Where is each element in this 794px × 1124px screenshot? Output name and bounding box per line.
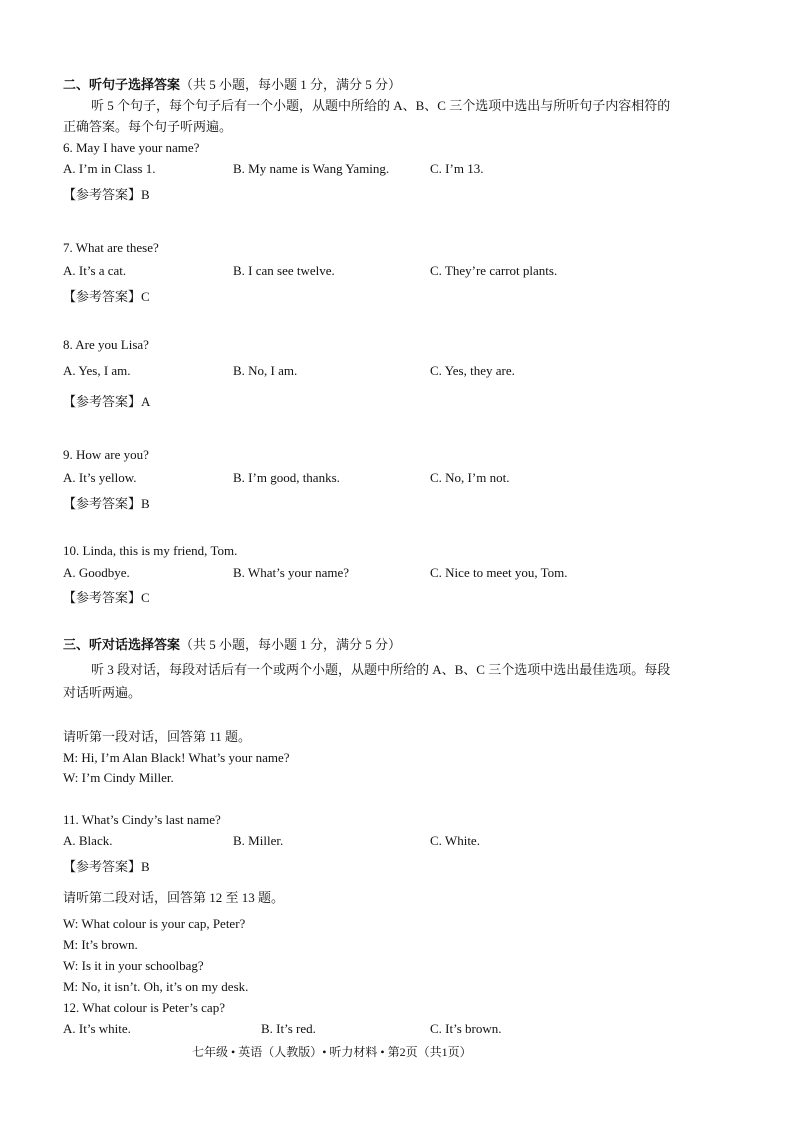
section2-heading-bold: 二、听句子选择答案	[63, 77, 181, 92]
q8-option-b: B. No, I am.	[233, 363, 298, 378]
section3-heading-rest: （共 5 小题，每小题 1 分，满分 5 分）	[180, 637, 402, 652]
q7-option-b: B. I can see twelve.	[233, 263, 335, 278]
q11-option-c: C. White.	[430, 833, 480, 848]
dialog1-line1: M: Hi, I’m Alan Black! What’s your name?	[63, 750, 290, 765]
q7-option-a: A. It’s a cat.	[63, 263, 127, 278]
dialog1-intro: 请听第一段对话，回答第 11 题。	[63, 729, 252, 744]
q8-stem: 8. Are you Lisa?	[63, 337, 149, 352]
q6-stem: 6. May I have your name?	[63, 140, 200, 155]
q10-option-c: C. Nice to meet you, Tom.	[430, 565, 568, 580]
q9-option-b: B. I’m good, thanks.	[233, 470, 340, 485]
q11-answer: 【参考答案】B	[63, 859, 150, 874]
dialog1-line2: W: I’m Cindy Miller.	[63, 770, 174, 785]
section3-heading-bold: 三、听对话选择答案	[63, 637, 181, 652]
dialog2-line3: W: Is it in your schoolbag?	[63, 958, 204, 973]
section2-instruction-line1: 听 5 个句子，每个句子后有一个小题，从题中所给的 A、B、C 三个选项中选出与所听句子内容相符的	[91, 98, 671, 113]
q11-stem: 11. What’s Cindy’s last name?	[63, 812, 221, 827]
q6-answer: 【参考答案】B	[63, 187, 150, 202]
q10-option-a: A. Goodbye.	[63, 565, 130, 580]
q6-option-b: B. My name is Wang Yaming.	[233, 161, 390, 176]
q10-option-b: B. What’s your name?	[233, 565, 350, 580]
q11-option-b: B. Miller.	[233, 833, 284, 848]
q11-option-a: A. Black.	[63, 833, 113, 848]
q8-option-c: C. Yes, they are.	[430, 363, 515, 378]
q10-answer: 【参考答案】C	[63, 590, 150, 605]
q7-option-c: C. They’re carrot plants.	[430, 263, 558, 278]
dialog2-intro: 请听第二段对话，回答第 12 至 13 题。	[63, 890, 285, 905]
q9-option-a: A. It’s yellow.	[63, 470, 137, 485]
q9-option-c: C. No, I’m not.	[430, 470, 510, 485]
section3-heading	[63, 636, 401, 654]
q10-stem: 10. Linda, this is my friend, Tom.	[63, 543, 238, 558]
section3-instruction-line1: 听 3 段对话，每段对话后有一个或两个小题，从题中所给的 A、B、C 三个选项中选出最佳选项。每段	[91, 662, 671, 677]
q6-option-a: A. I’m in Class 1.	[63, 161, 156, 176]
q8-answer: 【参考答案】A	[63, 394, 151, 409]
q7-answer: 【参考答案】C	[63, 289, 150, 304]
section2-heading-rest: （共 5 小题，每小题 1 分，满分 5 分）	[180, 77, 402, 92]
section3-instruction-line2: 对话听两遍。	[63, 685, 142, 700]
q7-stem: 7. What are these?	[63, 240, 159, 255]
q6-option-c: C. I’m 13.	[430, 161, 484, 176]
q9-stem: 9. How are you?	[63, 447, 149, 462]
q12-option-c: C. It’s brown.	[430, 1021, 502, 1036]
dialog2-line4: M: No, it isn’t. Oh, it’s on my desk.	[63, 979, 249, 994]
section2-heading	[63, 76, 401, 94]
q12-option-b: B. It’s red.	[261, 1021, 316, 1036]
q12-stem: 12. What colour is Peter’s cap?	[63, 1000, 225, 1015]
q8-option-a: A. Yes, I am.	[63, 363, 131, 378]
section2-instruction-line2: 正确答案。每个句子听两遍。	[63, 119, 233, 134]
dialog2-line1: W: What colour is your cap, Peter?	[63, 916, 246, 931]
dialog2-line2: M: It’s brown.	[63, 937, 138, 952]
q12-option-a: A. It’s white.	[63, 1021, 131, 1036]
page-footer: 七年级 • 英语（人教版）• 听力材料 • 第2页（共1页）	[192, 1045, 472, 1059]
q9-answer: 【参考答案】B	[63, 496, 150, 511]
